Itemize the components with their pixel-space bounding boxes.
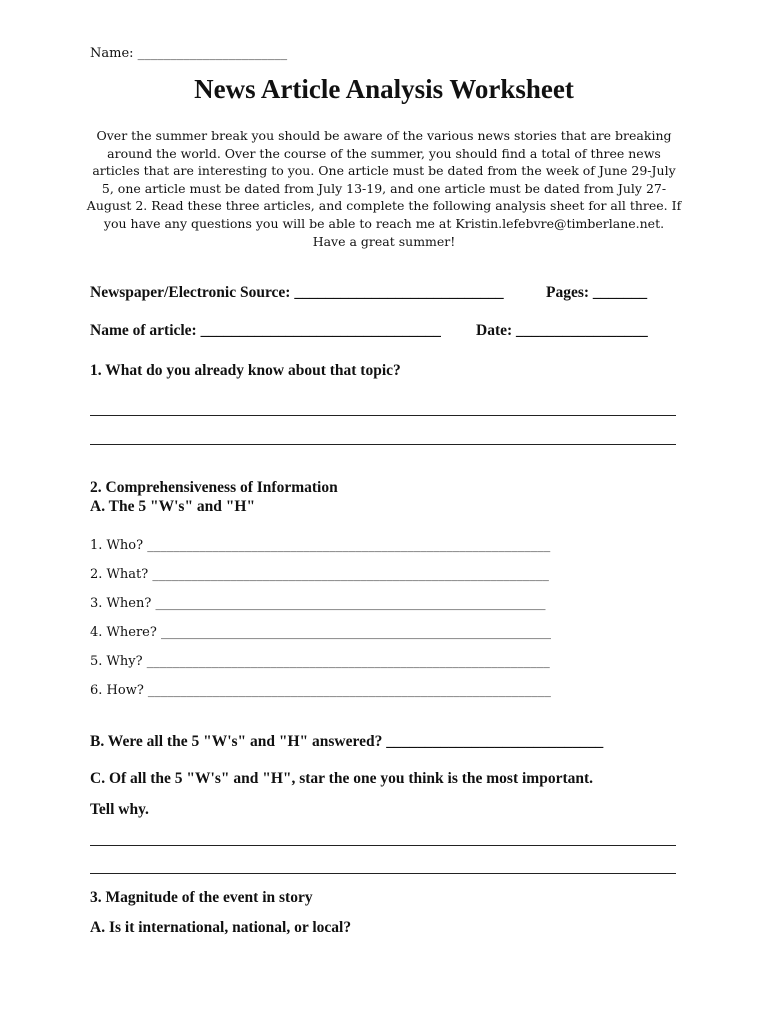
pages-field[interactable]: Pages: _______ (546, 284, 648, 301)
intro-paragraph (86, 127, 682, 250)
answer-line-c2[interactable] (90, 873, 676, 874)
question-c-tell-why: Tell why. (90, 801, 149, 818)
intro-text: Over the summer break you should be aware of the various news stories that are breaking around the world. Over the course of the summer, you should find a total of three news articles that are interesting to you. One article must be dated from the week of June 29-July 5, one article must be dated from July 13-19, and one article must be dated from July 27-August 2. Read these three articles, and complete the following analysis sheet for all three. If you have any questions you will be able to reach me at Kristin.lefebvre@timberlane.net. Have a great summer! (86, 128, 682, 249)
who-item[interactable]: 1. Who? ______________________________________________________________ (90, 538, 551, 553)
what-item[interactable]: 2. What? _____________________________________________________________ (90, 567, 549, 582)
answer-line-c1[interactable] (90, 845, 676, 846)
why-item[interactable]: 5. Why? ______________________________________________________________ (90, 654, 550, 669)
source-field[interactable]: Newspaper/Electronic Source: ___________________________ (90, 284, 504, 301)
question-3a: A. Is it international, national, or local? (90, 919, 352, 936)
section-3-heading: 3. Magnitude of the event in story (90, 889, 313, 906)
question-c: C. Of all the 5 "W's" and "H", star the one you think is the most important. (90, 770, 594, 787)
when-item[interactable]: 3. When? ____________________________________________________________ (90, 596, 546, 611)
section-2-subheading: A. The 5 "W's" and "H" (90, 498, 256, 515)
name-field-label[interactable]: Name: _______________________ (90, 46, 288, 61)
how-item[interactable]: 6. How? ______________________________________________________________ (90, 683, 551, 698)
answer-line-1b[interactable] (90, 444, 676, 445)
section-2-heading: 2. Comprehensiveness of Information (90, 479, 338, 496)
question-1: 1. What do you already know about that topic? (90, 362, 401, 379)
answer-line-1a[interactable] (90, 415, 676, 416)
article-name-field[interactable]: Name of article: _______________________________ (90, 322, 441, 339)
where-item[interactable]: 4. Where? ____________________________________________________________ (90, 625, 551, 640)
page-title: News Article Analysis Worksheet (194, 74, 574, 104)
date-field[interactable]: Date: _________________ (476, 322, 648, 339)
question-b[interactable]: B. Were all the 5 "W's" and "H" answered? ____________________________ (90, 733, 604, 750)
